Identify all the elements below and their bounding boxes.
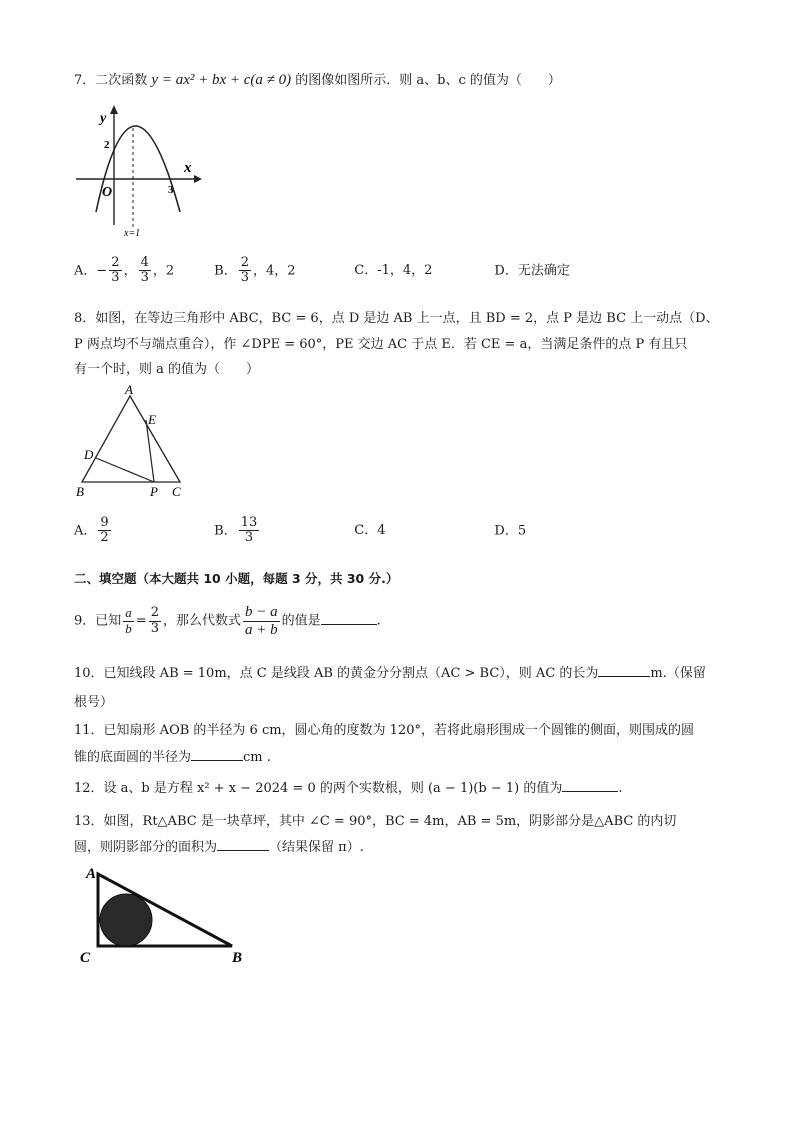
q13-incircle (100, 894, 152, 946)
q7-option-b[interactable]: B． $\frac{2}{3}$ ，4，2 (214, 255, 296, 286)
q7-parabola-graph (70, 100, 210, 240)
q7-formula: y = ax² + bx + c(a ≠ 0) (151, 72, 292, 88)
q7-x-arrow-icon (194, 175, 202, 183)
q7-axis-label: x=1 (124, 228, 141, 239)
q8-label-c: C (172, 484, 181, 499)
q7-stem (74, 71, 561, 89)
q13-label-c: C (80, 950, 91, 966)
q7-x-intercept-label: 3 (168, 184, 174, 196)
q8-label-a: A (125, 382, 133, 397)
q7-option-c[interactable]: C．-1，4，2 (354, 263, 433, 279)
q9-answer-blank[interactable] (321, 612, 377, 625)
q11-line-2: 锥的底面圆的半径为 cm . (74, 750, 271, 765)
q10-line-2: 根号） (74, 695, 114, 710)
q7-y-label: y (100, 111, 107, 126)
q7-options (74, 256, 570, 286)
q8-triangle-abc (82, 396, 180, 482)
q7-x-label: x (184, 160, 192, 176)
q8-line-3: 有一个时，则 a 的值为（ ） (74, 362, 260, 377)
q7-option-a[interactable]: A．− $\frac{2}{3}$ ， $\frac{4}{3}$ ，2 (74, 255, 175, 286)
q8-options (74, 516, 526, 546)
q10-answer-blank[interactable] (598, 664, 650, 677)
q13-answer-blank[interactable] (217, 838, 269, 851)
q9-line: 9．已知 $\frac{a}{b}$ = $\frac{2}{3}$ ，那么代数式 $\frac{b - a}{a + b}$ 的值是 . (74, 604, 381, 638)
q8-label-p: P (150, 484, 158, 499)
q13-label-b: B (232, 950, 243, 966)
q8-line-1: 8．如图，在等边三角形中 ABC，BC = 6，点 D 是边 AB 上一点，且 BD = 2，点 P 是边 BC 上一动点（D、 (74, 311, 719, 326)
q13-line-2: 圆，则阴影部分的面积为 （结果保留 π）. (74, 840, 364, 855)
q13-right-triangle-figure (76, 864, 276, 968)
section-2-heading: 二、填空题（本大题共 10 小题，每题 3 分，共 30 分.） (74, 571, 399, 586)
q8-label-b: B (76, 484, 84, 499)
q8-option-b[interactable]: B． $\frac{13}{3}$ (214, 515, 258, 546)
q7-origin-label: O (102, 185, 113, 200)
q8-label-d: D (84, 447, 94, 462)
q13-label-a: A (86, 866, 97, 882)
q7-text: 的图像如图所示．则 a、b、c 的值为（ ） (295, 73, 561, 88)
q7-y-arrow-icon (110, 105, 118, 114)
q8-label-e: E (148, 412, 156, 427)
q8-triangle-figure (72, 382, 202, 500)
q8-segment-dp (96, 458, 154, 482)
q10-line-1: 10．已知线段 AB = 10m，点 C 是线段 AB 的黄金分分割点（AC > BC），则 AC 的长为 m.（保留 (74, 666, 706, 681)
q8-option-a[interactable]: A． $\frac{9}{2}$ (74, 515, 109, 546)
q13-line-1: 13．如图，Rt△ABC 是一块草坪，其中 ∠C = 90°，BC = 4m，AB = 5m，阴影部分是△ABC 的内切 (74, 814, 677, 829)
q8-option-d[interactable]: D．5 (494, 523, 527, 539)
q8-line-2: P 两点均不与端点重合），作 ∠DPE = 60°，PE 交边 AC 于点 E．若 CE = a，当满足条件的点 P 有且只 (74, 337, 688, 352)
q8-option-c[interactable]: C．4 (354, 523, 386, 539)
q7-number: 7．二次函数 (74, 73, 148, 88)
q11-answer-blank[interactable] (191, 748, 243, 761)
q12-answer-blank[interactable] (562, 779, 618, 792)
q12-line: 12．设 a、b 是方程 x² + x − 2024 = 0 的两个实数根，则 (a − 1)(b − 1) 的值为 . (74, 781, 623, 796)
q7-y-intercept-label: 2 (104, 139, 110, 151)
q7-option-d[interactable]: D．无法确定 (494, 263, 570, 279)
q11-line-1: 11．已知扇形 AOB 的半径为 6 cm，圆心角的度数为 120°，若将此扇形围成一个圆锥的侧面，则围成的圆 (74, 723, 694, 738)
